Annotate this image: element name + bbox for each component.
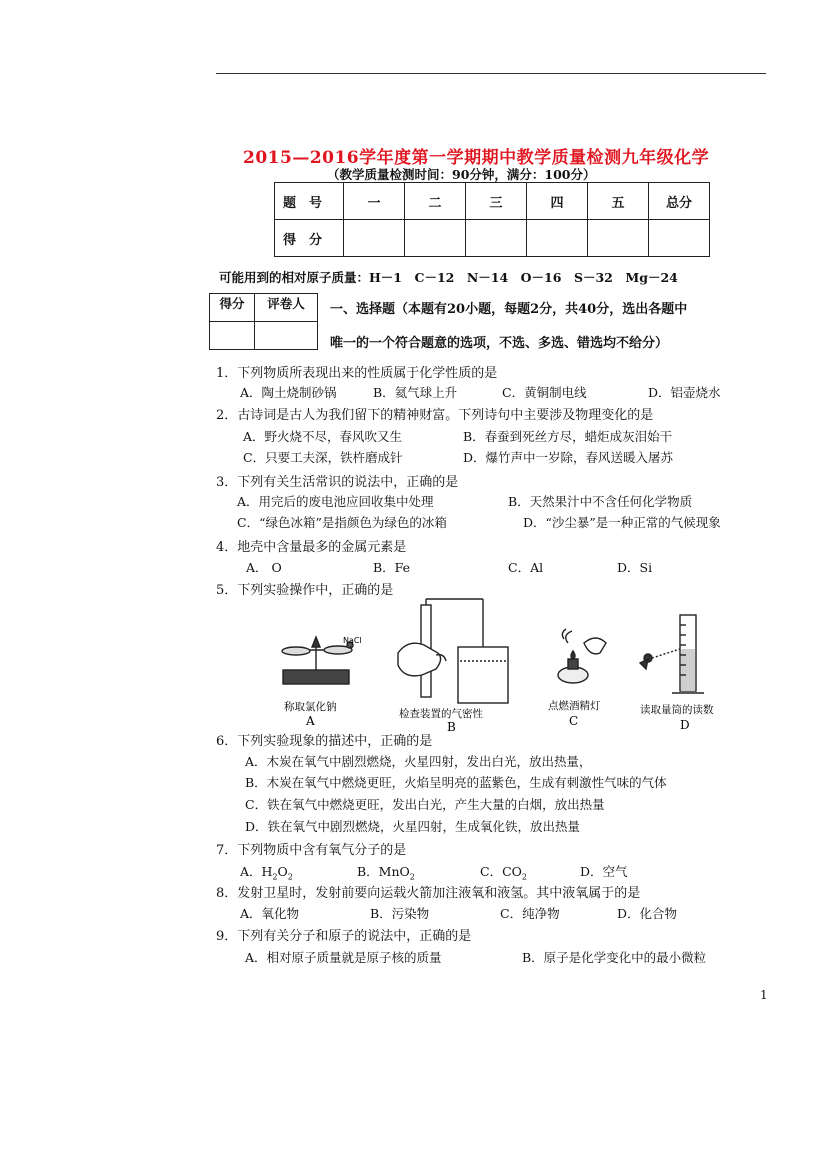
- lab-operations-figure: [268, 595, 738, 735]
- graduated-cylinder-illustration: [640, 615, 704, 693]
- exam-subtitle: （教学质量检测时间：90分钟，满分：100分）: [327, 167, 596, 182]
- caption-a: 称取氯化钠: [284, 701, 337, 713]
- option-b[interactable]: B．原子是化学变化中的最小微粒: [522, 950, 707, 965]
- header-rule: [216, 73, 766, 74]
- score-table-cell: 五: [588, 183, 649, 220]
- caption-d: 读取量筒的读数: [640, 704, 714, 716]
- option-d[interactable]: D．铝壶烧水: [648, 385, 721, 400]
- figure-letter-c: C: [569, 714, 579, 728]
- option-c[interactable]: C．Al: [508, 560, 544, 575]
- option-b[interactable]: B．春蚕到死丝方尽，蜡炬成灰泪始干: [463, 429, 673, 444]
- score-table-cell: 四: [527, 183, 588, 220]
- alcohol-lamp-illustration: [558, 629, 606, 683]
- option-a[interactable]: A．木炭在氧气中剧烈燃烧，火星四射，发出白光，放出热量，: [245, 754, 592, 769]
- question-stem: 3．下列有关生活常识的说法中，正确的是: [216, 475, 459, 490]
- score-table: [274, 182, 710, 257]
- option-c[interactable]: C．黄铜制电线: [502, 385, 587, 400]
- option-a[interactable]: A．用完后的废电池应回收集中处理: [237, 494, 434, 509]
- grader-box: [209, 293, 318, 350]
- option-b[interactable]: B．天然果汁中不含任何化学物质: [508, 494, 693, 509]
- option-b[interactable]: B．木炭在氧气中燃烧更旺，火焰呈明亮的蓝紫色，生成有刺激性气味的气体: [245, 775, 667, 790]
- score-input-cell[interactable]: [527, 220, 588, 257]
- option-d[interactable]: D．Si: [617, 560, 653, 575]
- grader-name-label: 评卷人: [255, 294, 318, 322]
- option-c[interactable]: C．纯净物: [500, 906, 560, 921]
- option-a[interactable]: A．相对原子质量就是原子核的质量: [245, 950, 442, 965]
- option-a[interactable]: A．野火烧不尽，春风吹又生: [243, 429, 403, 444]
- option-d[interactable]: D．铁在氧气中剧烈燃烧，火星四射，生成氧化铁，放出热量: [245, 819, 581, 834]
- score-table-score-row: [275, 220, 710, 257]
- score-input-cell[interactable]: [649, 220, 710, 257]
- question-stem: 6．下列实验现象的描述中，正确的是: [216, 734, 433, 749]
- section-heading-cont: 唯一的一个符合题意的选项，不选、多选、错选均不给分）: [330, 336, 669, 351]
- score-input-cell[interactable]: [344, 220, 405, 257]
- figure-letter-b: B: [447, 720, 456, 734]
- option-c[interactable]: C．$CO_2$: [480, 864, 527, 882]
- question-stem: 2．古诗词是古人为我们留下的精神财富。下列诗句中主要涉及物理变化的是: [216, 408, 654, 423]
- section-heading: 一、选择题（本题有20小题，每题2分，共40分，选出各题中: [330, 302, 688, 317]
- score-table-cell: 题 号: [275, 183, 344, 220]
- score-input-cell[interactable]: [405, 220, 466, 257]
- option-d[interactable]: D．空气: [580, 864, 628, 879]
- atomic-masses: 可能用到的相对原子质量：H－1 C－12 N－14 O－16 S－32 Mg－24: [219, 270, 678, 285]
- score-input-cell[interactable]: [588, 220, 649, 257]
- question-stem: 7．下列物质中含有氧气分子的是: [216, 843, 407, 858]
- question-stem: 5．下列实验操作中，正确的是: [216, 583, 394, 598]
- page-number: 1: [760, 988, 768, 1002]
- score-table-header-row: [275, 183, 710, 220]
- figure-letter-a: A: [306, 714, 315, 728]
- exam-title: 2015—2016学年度第一学期期中教学质量检测九年级化学: [243, 148, 710, 168]
- question-stem: 4．地壳中含量最多的金属元素是: [216, 540, 407, 555]
- option-d[interactable]: D．化合物: [617, 906, 678, 921]
- score-input-cell[interactable]: [466, 220, 527, 257]
- option-c[interactable]: C．铁在氧气中燃烧更旺，发出白光，产生大量的白烟，放出热量: [245, 797, 605, 812]
- option-b[interactable]: B．Fe: [373, 560, 411, 575]
- question-stem: 9．下列有关分子和原子的说法中，正确的是: [216, 929, 472, 944]
- option-a[interactable]: A． O: [246, 560, 282, 575]
- caption-c: 点燃酒精灯: [548, 700, 601, 712]
- score-table-cell: 总分: [649, 183, 710, 220]
- airtightness-check-illustration: [398, 599, 508, 703]
- figure-letter-d: D: [680, 718, 690, 732]
- option-d[interactable]: D．“沙尘暴”是一种正常的气候现象: [523, 515, 721, 530]
- option-c[interactable]: C．“绿色冰箱”是指颜色为绿色的冰箱: [237, 515, 447, 530]
- option-d[interactable]: D．爆竹声中一岁除，春风送暖入屠苏: [463, 450, 674, 465]
- option-b[interactable]: B．污染物: [370, 906, 430, 921]
- grader-score-cell[interactable]: [210, 322, 255, 350]
- score-table-cell: 三: [466, 183, 527, 220]
- caption-b: 检查装置的气密性: [399, 708, 483, 720]
- question-stem: 8．发射卫星时，发射前要向运载火箭加注液氧和液氢。其中液氧属于的是: [216, 886, 641, 901]
- option-a[interactable]: A．陶土烧制砂锅: [240, 385, 337, 400]
- option-a[interactable]: A．$H_2O_2$: [240, 864, 293, 882]
- option-c[interactable]: C．只要工夫深，铁杵磨成针: [243, 450, 403, 465]
- question-stem: 1．下列物质所表现出来的性质属于化学性质的是: [216, 366, 498, 381]
- grader-score-label: 得分: [210, 294, 255, 322]
- score-table-cell: 二: [405, 183, 466, 220]
- option-a[interactable]: A．氧化物: [240, 906, 300, 921]
- score-table-cell: 一: [344, 183, 405, 220]
- option-b[interactable]: B．MnO$_2$: [357, 864, 415, 882]
- score-table-cell: 得 分: [275, 220, 344, 257]
- grader-name-cell[interactable]: [255, 322, 318, 350]
- option-b[interactable]: B．氦气球上升: [373, 385, 458, 400]
- nacl-label: NaCl: [343, 636, 362, 645]
